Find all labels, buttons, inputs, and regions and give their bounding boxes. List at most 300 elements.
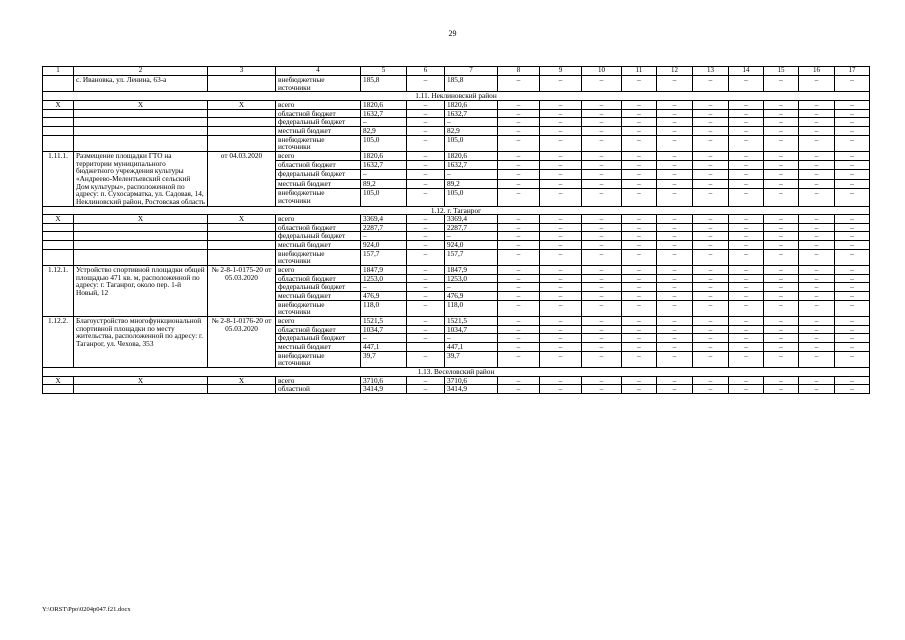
cell-empty-dash: – [729, 118, 764, 127]
cell-empty-dash: – [657, 351, 693, 367]
cell-empty-dash: – [729, 385, 764, 394]
cell-c6: – [407, 292, 445, 301]
table-row [43, 126, 870, 135]
cell-c4: внебюджетные источники [276, 300, 361, 316]
cell-empty-dash: – [498, 76, 540, 92]
cell-c5: 3710,6 [361, 376, 407, 385]
cell-empty-dash: – [764, 292, 799, 301]
cell-empty-dash: – [799, 170, 835, 179]
cell-empty-dash: – [799, 343, 835, 352]
cell-c1 [43, 249, 74, 265]
cell-c6: – [407, 161, 445, 170]
cell-empty-dash: – [540, 135, 582, 151]
cell-empty-dash: – [540, 249, 582, 265]
cell-empty-dash: – [540, 317, 582, 326]
cell-c1 [43, 118, 74, 127]
column-number-header: 8 [498, 67, 540, 76]
cell-empty-dash: – [693, 179, 729, 188]
cell-c4: всего [276, 151, 361, 160]
cell-empty-dash: – [582, 126, 622, 135]
cell-empty-dash: – [799, 325, 835, 334]
cell-empty-dash: – [729, 283, 764, 292]
cell-empty-dash: – [764, 100, 799, 109]
cell-c4: областной бюджет [276, 274, 361, 283]
cell-empty-dash: – [622, 241, 657, 250]
cell-empty-dash: – [540, 223, 582, 232]
cell-empty-dash: – [657, 292, 693, 301]
table-row [43, 223, 870, 232]
section-heading-row [43, 92, 870, 101]
cell-empty-dash: – [835, 170, 870, 179]
cell-empty-dash: – [498, 300, 540, 316]
cell-c3: № 2-8-1-0175-20 от 05.03.2020 [208, 266, 276, 317]
cell-empty-dash: – [693, 325, 729, 334]
cell-empty-dash: – [622, 188, 657, 206]
cell-c4: всего [276, 376, 361, 385]
cell-empty-dash: – [799, 376, 835, 385]
cell-c6: – [407, 223, 445, 232]
cell-empty-dash: – [622, 151, 657, 160]
cell-empty-dash: – [657, 283, 693, 292]
cell-empty-dash: – [498, 325, 540, 334]
cell-empty-dash: – [582, 170, 622, 179]
cell-empty-dash: – [582, 100, 622, 109]
cell-c5: – [361, 170, 407, 179]
cell-c6: – [407, 109, 445, 118]
cell-empty-dash: – [498, 232, 540, 241]
cell-empty-dash: – [582, 151, 622, 160]
cell-c4: областной [276, 385, 361, 394]
table-row [43, 151, 870, 160]
cell-c4: всего [276, 215, 361, 224]
cell-c5: 1820,6 [361, 151, 407, 160]
cell-empty-dash: – [835, 179, 870, 188]
cell-empty-dash: – [729, 151, 764, 160]
cell-c2 [74, 385, 208, 394]
table-body [43, 67, 870, 394]
cell-empty-dash: – [498, 292, 540, 301]
cell-c5: 1847,9 [361, 266, 407, 275]
section-heading: 1.13. Веселовский район [43, 367, 870, 376]
cell-c7: 1820,6 [445, 151, 498, 160]
cell-empty-dash: – [498, 223, 540, 232]
cell-empty-dash: – [657, 325, 693, 334]
cell-c2 [74, 135, 208, 151]
cell-empty-dash: – [729, 232, 764, 241]
cell-empty-dash: – [835, 266, 870, 275]
cell-c7: 105,0 [445, 135, 498, 151]
cell-empty-dash: – [657, 223, 693, 232]
cell-empty-dash: – [693, 215, 729, 224]
cell-c7: 39,7 [445, 351, 498, 367]
cell-c4: всего [276, 317, 361, 326]
cell-empty-dash: – [835, 109, 870, 118]
cell-empty-dash: – [498, 109, 540, 118]
cell-c5: 118,0 [361, 300, 407, 316]
cell-empty-dash: – [799, 300, 835, 316]
cell-empty-dash: – [540, 170, 582, 179]
cell-c7: 157,7 [445, 249, 498, 265]
cell-empty-dash: – [498, 179, 540, 188]
cell-empty-dash: – [729, 266, 764, 275]
cell-empty-dash: – [540, 188, 582, 206]
cell-empty-dash: – [498, 249, 540, 265]
cell-empty-dash: – [729, 334, 764, 343]
cell-empty-dash: – [693, 232, 729, 241]
cell-c5: 105,0 [361, 135, 407, 151]
cell-c4: всего [276, 266, 361, 275]
cell-empty-dash: – [622, 292, 657, 301]
cell-empty-dash: – [657, 343, 693, 352]
cell-c7: 476,9 [445, 292, 498, 301]
cell-empty-dash: – [764, 151, 799, 160]
cell-c7: 1521,5 [445, 317, 498, 326]
cell-c7: 1253,0 [445, 274, 498, 283]
cell-c6: – [407, 76, 445, 92]
cell-c2 [74, 118, 208, 127]
cell-c3 [208, 135, 276, 151]
cell-empty-dash: – [657, 215, 693, 224]
column-number-header: 16 [799, 67, 835, 76]
cell-empty-dash: – [693, 274, 729, 283]
cell-empty-dash: – [799, 292, 835, 301]
cell-empty-dash: – [540, 343, 582, 352]
cell-empty-dash: – [498, 334, 540, 343]
cell-c1: 1.11.1. [43, 151, 74, 206]
cell-c2: X [74, 215, 208, 224]
cell-c7: 82,9 [445, 126, 498, 135]
cell-c1: X [43, 376, 74, 385]
cell-empty-dash: – [540, 274, 582, 283]
cell-empty-dash: – [498, 215, 540, 224]
cell-empty-dash: – [540, 241, 582, 250]
cell-empty-dash: – [582, 300, 622, 316]
cell-empty-dash: – [835, 376, 870, 385]
cell-empty-dash: – [693, 126, 729, 135]
cell-c2: X [74, 376, 208, 385]
cell-empty-dash: – [835, 385, 870, 394]
cell-empty-dash: – [799, 232, 835, 241]
cell-empty-dash: – [622, 135, 657, 151]
cell-empty-dash: – [657, 161, 693, 170]
cell-c1 [43, 385, 74, 394]
cell-empty-dash: – [764, 343, 799, 352]
cell-c3 [208, 232, 276, 241]
cell-empty-dash: – [657, 376, 693, 385]
cell-c1 [43, 232, 74, 241]
cell-empty-dash: – [582, 334, 622, 343]
cell-c2: с. Ивановка, ул. Ленина, 63-а [74, 76, 208, 92]
cell-empty-dash: – [693, 376, 729, 385]
cell-c5: 1034,7 [361, 325, 407, 334]
column-number-header: 7 [445, 67, 498, 76]
column-number-header: 4 [276, 67, 361, 76]
cell-c4: внебюджетные источники [276, 76, 361, 92]
cell-empty-dash: – [729, 188, 764, 206]
cell-empty-dash: – [657, 109, 693, 118]
column-number-header: 3 [208, 67, 276, 76]
cell-empty-dash: – [835, 161, 870, 170]
cell-empty-dash: – [799, 188, 835, 206]
cell-empty-dash: – [693, 343, 729, 352]
cell-c7: 89,2 [445, 179, 498, 188]
cell-empty-dash: – [835, 118, 870, 127]
cell-c4: местный бюджет [276, 179, 361, 188]
cell-empty-dash: – [799, 223, 835, 232]
cell-empty-dash: – [835, 76, 870, 92]
cell-c4: местный бюджет [276, 292, 361, 301]
cell-c1 [43, 241, 74, 250]
cell-c1 [43, 126, 74, 135]
cell-empty-dash: – [582, 241, 622, 250]
cell-empty-dash: – [693, 109, 729, 118]
cell-c5: 476,9 [361, 292, 407, 301]
cell-c7: 924,0 [445, 241, 498, 250]
cell-c6: – [407, 188, 445, 206]
cell-empty-dash: – [622, 376, 657, 385]
cell-empty-dash: – [582, 118, 622, 127]
cell-c7: 1632,7 [445, 161, 498, 170]
cell-empty-dash: – [835, 249, 870, 265]
cell-empty-dash: – [498, 274, 540, 283]
cell-c7: – [445, 170, 498, 179]
cell-empty-dash: – [657, 274, 693, 283]
cell-c7: 3369,4 [445, 215, 498, 224]
cell-c6: – [407, 334, 445, 343]
cell-c3: № 2-8-1-0176-20 от 05.03.2020 [208, 317, 276, 368]
cell-empty-dash: – [799, 266, 835, 275]
cell-empty-dash: – [622, 274, 657, 283]
cell-c2 [74, 232, 208, 241]
cell-empty-dash: – [835, 126, 870, 135]
table-row [43, 118, 870, 127]
cell-c4: областной бюджет [276, 109, 361, 118]
cell-c6: – [407, 385, 445, 394]
cell-c6: – [407, 179, 445, 188]
cell-empty-dash: – [582, 325, 622, 334]
cell-c7: – [445, 232, 498, 241]
cell-empty-dash: – [582, 223, 622, 232]
cell-c4: областной бюджет [276, 325, 361, 334]
cell-empty-dash: – [657, 249, 693, 265]
cell-empty-dash: – [799, 241, 835, 250]
cell-empty-dash: – [764, 232, 799, 241]
cell-empty-dash: – [622, 118, 657, 127]
cell-empty-dash: – [540, 283, 582, 292]
cell-empty-dash: – [693, 161, 729, 170]
cell-empty-dash: – [835, 300, 870, 316]
cell-c1: 1.12.1. [43, 266, 74, 317]
cell-empty-dash: – [764, 325, 799, 334]
cell-empty-dash: – [764, 266, 799, 275]
cell-empty-dash: – [540, 179, 582, 188]
column-number-header: 12 [657, 67, 693, 76]
cell-empty-dash: – [540, 334, 582, 343]
cell-c7: 447,1 [445, 343, 498, 352]
table-row [43, 215, 870, 224]
cell-empty-dash: – [799, 249, 835, 265]
cell-empty-dash: – [582, 343, 622, 352]
cell-empty-dash: – [764, 351, 799, 367]
cell-c5: – [361, 118, 407, 127]
column-number-header: 9 [540, 67, 582, 76]
cell-empty-dash: – [693, 118, 729, 127]
cell-empty-dash: – [582, 249, 622, 265]
cell-c6: – [407, 232, 445, 241]
cell-empty-dash: – [729, 292, 764, 301]
cell-c2: Размещение площадки ГТО на территории муниципального бюджетного учреждения культуры «Андреево-Мелентьевский сельский Дом культуры», расположенной по адресу: п. Сухосарматка, ул. Садовая, 14, Неклиновский район, Ростовская область [74, 151, 208, 206]
section-heading: 1.11. Неклиновский район [43, 92, 870, 101]
cell-empty-dash: – [693, 100, 729, 109]
cell-c5: 924,0 [361, 241, 407, 250]
cell-c2: X [74, 100, 208, 109]
cell-empty-dash: – [799, 385, 835, 394]
cell-c5: 39,7 [361, 351, 407, 367]
cell-c3 [208, 76, 276, 92]
cell-empty-dash: – [540, 118, 582, 127]
cell-empty-dash: – [799, 334, 835, 343]
cell-empty-dash: – [729, 249, 764, 265]
cell-empty-dash: – [582, 283, 622, 292]
cell-c2 [74, 249, 208, 265]
cell-c3 [208, 126, 276, 135]
section-heading-row [43, 367, 870, 376]
cell-c2 [74, 126, 208, 135]
cell-c1: X [43, 215, 74, 224]
cell-empty-dash: – [693, 292, 729, 301]
cell-c1: X [43, 100, 74, 109]
cell-empty-dash: – [582, 266, 622, 275]
cell-empty-dash: – [799, 76, 835, 92]
cell-c5: 1253,0 [361, 274, 407, 283]
cell-c5: 3414,9 [361, 385, 407, 394]
cell-empty-dash: – [799, 126, 835, 135]
cell-c7: 2287,7 [445, 223, 498, 232]
cell-empty-dash: – [835, 241, 870, 250]
cell-empty-dash: – [498, 188, 540, 206]
cell-empty-dash: – [540, 232, 582, 241]
cell-empty-dash: – [622, 100, 657, 109]
cell-c3 [208, 223, 276, 232]
cell-c7: – [445, 334, 498, 343]
cell-empty-dash: – [729, 274, 764, 283]
cell-empty-dash: – [540, 215, 582, 224]
table-row [43, 232, 870, 241]
cell-c1: 1.12.2. [43, 317, 74, 368]
cell-c5: – [361, 232, 407, 241]
cell-empty-dash: – [799, 351, 835, 367]
cell-empty-dash: – [622, 215, 657, 224]
cell-empty-dash: – [729, 76, 764, 92]
cell-empty-dash: – [835, 343, 870, 352]
cell-empty-dash: – [764, 188, 799, 206]
cell-empty-dash: – [582, 179, 622, 188]
table-row [43, 317, 870, 326]
cell-c3 [208, 241, 276, 250]
cell-empty-dash: – [540, 300, 582, 316]
cell-empty-dash: – [729, 343, 764, 352]
cell-empty-dash: – [693, 317, 729, 326]
cell-c7: 1034,7 [445, 325, 498, 334]
cell-c5: 447,1 [361, 343, 407, 352]
cell-c6: – [407, 170, 445, 179]
cell-empty-dash: – [835, 325, 870, 334]
cell-empty-dash: – [693, 241, 729, 250]
cell-empty-dash: – [693, 266, 729, 275]
cell-c6: – [407, 249, 445, 265]
cell-empty-dash: – [498, 266, 540, 275]
cell-empty-dash: – [729, 215, 764, 224]
cell-empty-dash: – [498, 241, 540, 250]
cell-empty-dash: – [657, 334, 693, 343]
cell-empty-dash: – [498, 376, 540, 385]
cell-empty-dash: – [835, 188, 870, 206]
cell-empty-dash: – [582, 351, 622, 367]
cell-c6: – [407, 300, 445, 316]
cell-empty-dash: – [582, 188, 622, 206]
cell-c5: 157,7 [361, 249, 407, 265]
cell-c7: 185,8 [445, 76, 498, 92]
table-row [43, 376, 870, 385]
cell-empty-dash: – [657, 135, 693, 151]
cell-empty-dash: – [764, 215, 799, 224]
cell-c4: федеральный бюджет [276, 170, 361, 179]
cell-empty-dash: – [657, 232, 693, 241]
cell-c6: – [407, 215, 445, 224]
table-row [43, 76, 870, 92]
cell-empty-dash: – [540, 351, 582, 367]
cell-empty-dash: – [582, 135, 622, 151]
cell-empty-dash: – [729, 241, 764, 250]
cell-empty-dash: – [799, 283, 835, 292]
section-heading: 1.12. г. Таганрог [43, 206, 870, 215]
cell-empty-dash: – [764, 376, 799, 385]
cell-c4: федеральный бюджет [276, 232, 361, 241]
cell-empty-dash: – [693, 351, 729, 367]
column-number-header-row [43, 67, 870, 76]
table-row [43, 266, 870, 275]
cell-empty-dash: – [835, 317, 870, 326]
cell-empty-dash: – [540, 385, 582, 394]
column-number-header: 14 [729, 67, 764, 76]
cell-empty-dash: – [540, 109, 582, 118]
cell-empty-dash: – [540, 161, 582, 170]
cell-c7: 1820,6 [445, 100, 498, 109]
column-number-header: 11 [622, 67, 657, 76]
cell-c5: – [361, 334, 407, 343]
cell-c4: местный бюджет [276, 241, 361, 250]
cell-c6: – [407, 118, 445, 127]
cell-empty-dash: – [799, 151, 835, 160]
cell-empty-dash: – [622, 249, 657, 265]
cell-empty-dash: – [657, 170, 693, 179]
cell-empty-dash: – [622, 76, 657, 92]
cell-c5: 89,2 [361, 179, 407, 188]
cell-empty-dash: – [764, 76, 799, 92]
cell-empty-dash: – [835, 274, 870, 283]
cell-empty-dash: – [657, 241, 693, 250]
cell-empty-dash: – [799, 274, 835, 283]
cell-empty-dash: – [540, 76, 582, 92]
cell-empty-dash: – [693, 283, 729, 292]
cell-c6: – [407, 151, 445, 160]
cell-empty-dash: – [764, 109, 799, 118]
cell-c7: 3710,6 [445, 376, 498, 385]
cell-c7: 1847,9 [445, 266, 498, 275]
budget-table [42, 66, 870, 394]
cell-c6 [407, 343, 445, 352]
cell-c4: внебюджетные источники [276, 249, 361, 265]
